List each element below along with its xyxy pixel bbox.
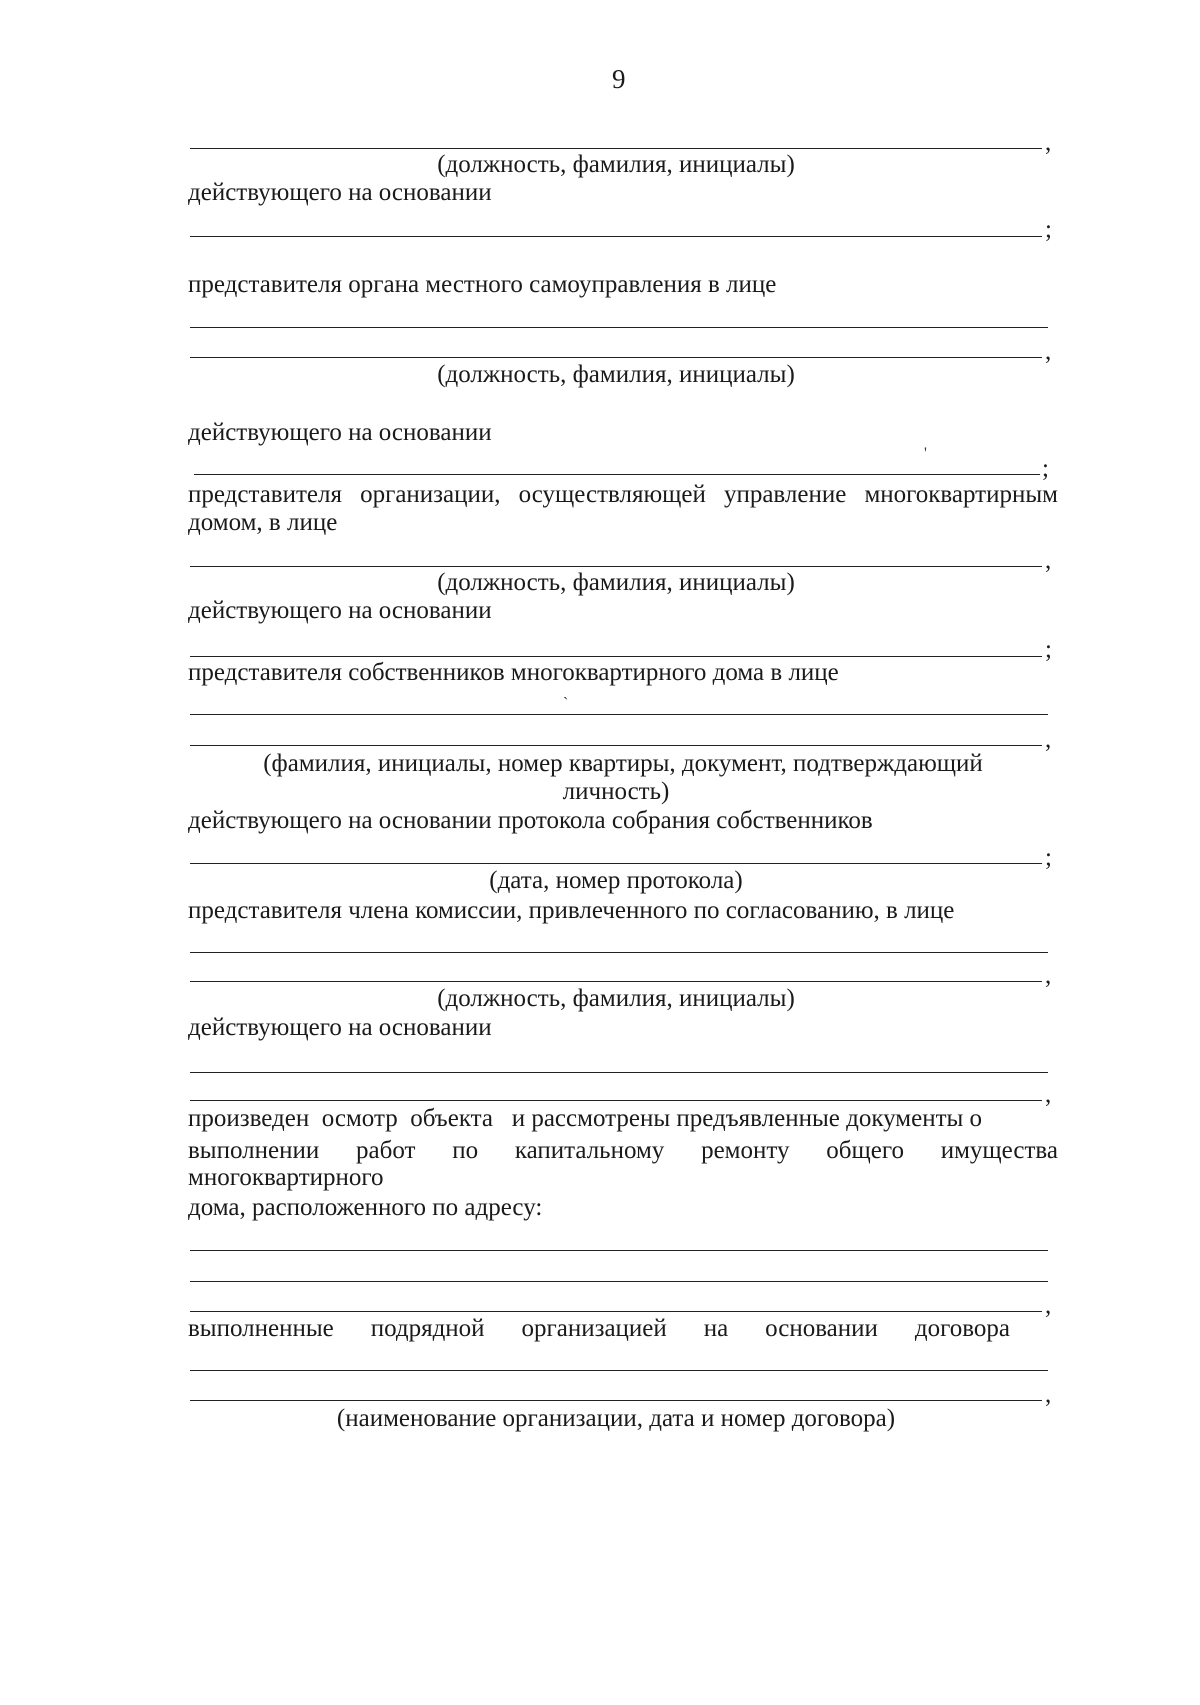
inspection-line3: многоквартирного (188, 1164, 384, 1191)
word: договора (914, 1315, 1010, 1342)
acting-basis-label: действующего на основании (188, 597, 492, 624)
fill-line-address[interactable] (190, 1311, 1042, 1312)
comma: , (1045, 726, 1052, 753)
fill-line[interactable] (190, 714, 1048, 715)
caption-owner-identity-line2: личность) (562, 778, 670, 805)
owners-rep-label: представителя собственников многоквартирного дома в лице (188, 659, 839, 686)
word: организации, (360, 481, 501, 508)
word: на (703, 1315, 729, 1342)
inspection-line4: дома, расположенного по адресу: (188, 1194, 543, 1221)
fill-line[interactable] (190, 236, 1042, 237)
fill-line[interactable] (190, 863, 1042, 864)
comma: , (1045, 1381, 1052, 1408)
acting-basis-label: действующего на основании (188, 419, 492, 446)
comma: , (1045, 338, 1052, 365)
acting-protocol-label: действующего на основании протокола собрания собственников (188, 807, 873, 834)
local-gov-rep-label: представителя органа местного самоуправления в лице (188, 271, 777, 298)
comma: , (1045, 547, 1052, 574)
fill-line[interactable] (190, 656, 1042, 657)
word: представителя (188, 481, 342, 508)
page-number: 9 (612, 64, 626, 94)
semicolon: ; (1045, 844, 1052, 871)
acting-basis-label: действующего на основании (188, 179, 492, 206)
comma: , (1045, 129, 1052, 156)
caption-owner-identity: (фамилия, инициалы, номер квартиры, документ, подтверждающий (263, 750, 983, 777)
acting-basis-label: действующего на основании (188, 1014, 492, 1041)
comma: , (1045, 1292, 1052, 1319)
word: по (452, 1137, 479, 1164)
word: управление (723, 481, 847, 508)
scan-mark: ` (563, 695, 569, 712)
word: основании (765, 1315, 878, 1342)
word: подрядной (370, 1315, 485, 1342)
word: капитальному (514, 1137, 665, 1164)
caption-contract: (наименование организации, дата и номер договора) (336, 1405, 896, 1432)
word: организацией (521, 1315, 667, 1342)
fill-line-address[interactable] (190, 1281, 1048, 1282)
semicolon: ; (1045, 636, 1052, 663)
caption-position-name: (должность, фамилия, инициалы) (437, 361, 795, 388)
semicolon: ; (1042, 455, 1049, 482)
caption-position-name: (должность, фамилия, инициалы) (437, 569, 795, 596)
scan-mark: ' (924, 445, 927, 462)
management-org-label (188, 482, 1058, 507)
caption-position-name: (должность, фамилия, инициалы) (437, 985, 795, 1012)
fill-line[interactable] (190, 981, 1042, 982)
fill-line[interactable] (190, 1370, 1048, 1371)
caption-position-name: (должность, фамилия, инициалы) (437, 151, 795, 178)
fill-line[interactable] (190, 952, 1048, 953)
fill-line[interactable] (190, 566, 1042, 567)
word: выполнении (188, 1137, 320, 1164)
semicolon: ; (1045, 216, 1052, 243)
fill-line[interactable] (190, 148, 1042, 149)
comma: , (1045, 962, 1052, 989)
caption-protocol: (дата, номер протокола) (489, 867, 743, 894)
word: выполненные (188, 1315, 334, 1342)
contractor-label (188, 1316, 1010, 1341)
fill-line[interactable] (190, 357, 1042, 358)
management-org-label-line2: домом, в лице (188, 509, 338, 536)
word: ремонту (701, 1137, 790, 1164)
inspection-line1: произведен осмотр объекта и рассмотрены предъявленные документы о (188, 1105, 983, 1132)
inspection-line2 (188, 1138, 1058, 1163)
word: осуществляющей (518, 481, 706, 508)
fill-line-address[interactable] (190, 1250, 1048, 1251)
word: работ (356, 1137, 416, 1164)
word: имущества (940, 1137, 1058, 1164)
fill-line[interactable] (194, 474, 1040, 475)
word: многоквартирным (864, 481, 1058, 508)
word: общего (826, 1137, 904, 1164)
fill-line[interactable] (190, 327, 1048, 328)
comma: , (1045, 1081, 1052, 1108)
fill-line[interactable] (190, 1072, 1048, 1073)
fill-line[interactable] (190, 1400, 1042, 1401)
commission-member-label: представителя члена комиссии, привлеченного по согласованию, в лице (188, 897, 955, 924)
fill-line[interactable] (190, 745, 1042, 746)
fill-line[interactable] (190, 1100, 1042, 1101)
